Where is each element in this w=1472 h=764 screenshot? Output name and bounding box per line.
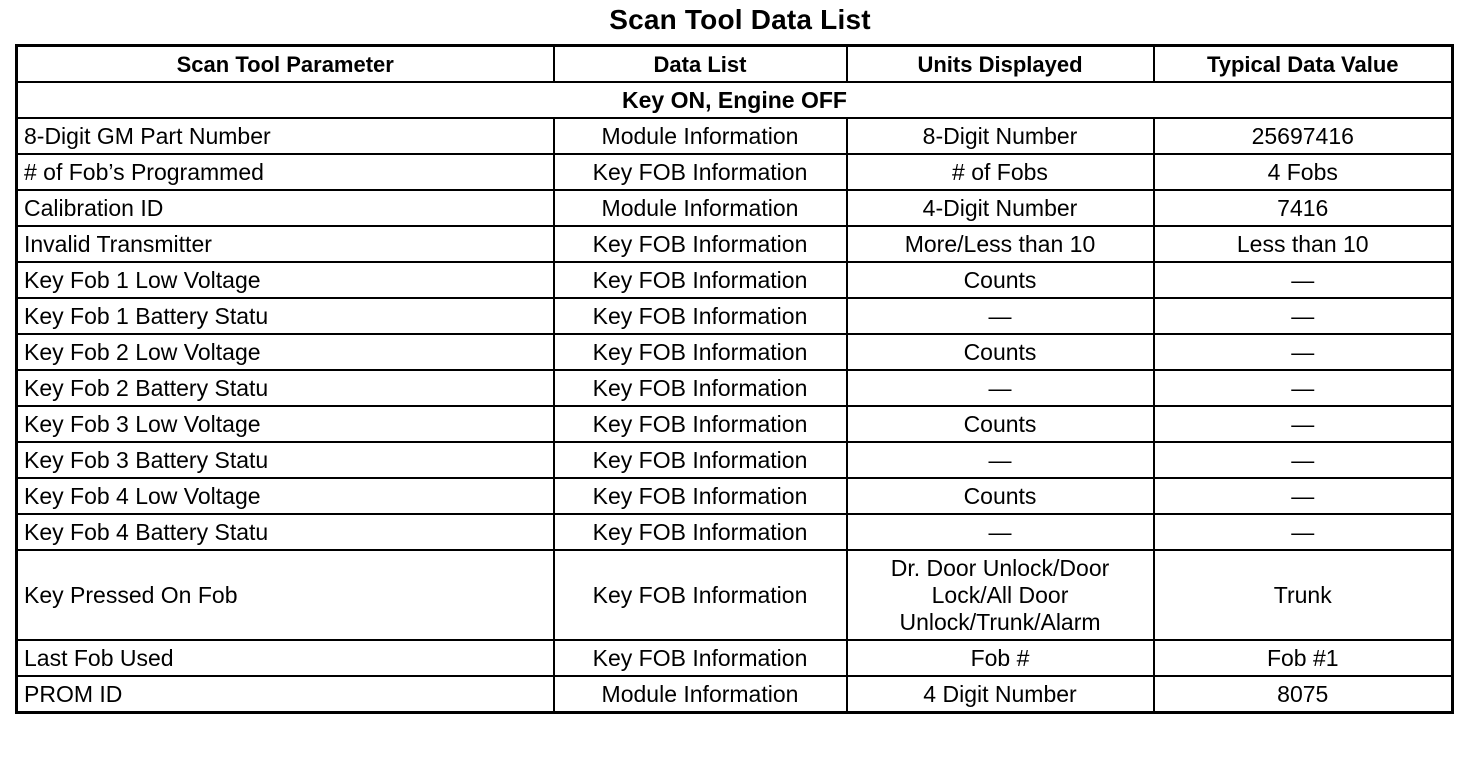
cell-data-list: Key FOB Information <box>554 442 847 478</box>
cell-units: 4-Digit Number <box>847 190 1154 226</box>
table-row <box>17 226 1453 262</box>
header-scan-tool-parameter: Scan Tool Parameter <box>17 46 554 83</box>
cell-typical-value: — <box>1154 442 1453 478</box>
cell-typical-value: — <box>1154 514 1453 550</box>
cell-units: Dr. Door Unlock/Door Lock/All Door Unlock/Trunk/Alarm <box>847 550 1154 640</box>
cell-parameter: Key Fob 1 Battery Statu <box>17 298 554 334</box>
page-title: Scan Tool Data List <box>609 4 871 35</box>
cell-data-list: Module Information <box>554 676 847 713</box>
cell-typical-value: — <box>1154 334 1453 370</box>
cell-typical-value: — <box>1154 262 1453 298</box>
table-row <box>17 334 1453 370</box>
table-row <box>17 298 1453 334</box>
cell-units: — <box>847 298 1154 334</box>
cell-data-list: Key FOB Information <box>554 226 847 262</box>
cell-parameter: Key Fob 1 Low Voltage <box>17 262 554 298</box>
cell-units: 8-Digit Number <box>847 118 1154 154</box>
section-row <box>17 82 1453 118</box>
table-header-row <box>17 46 1453 83</box>
cell-typical-value: 25697416 <box>1154 118 1453 154</box>
table-row <box>17 262 1453 298</box>
cell-data-list: Key FOB Information <box>554 640 847 676</box>
cell-typical-value: 7416 <box>1154 190 1453 226</box>
cell-typical-value: Trunk <box>1154 550 1453 640</box>
table-row <box>17 154 1453 190</box>
table-row <box>17 118 1453 154</box>
table-row <box>17 640 1453 676</box>
cell-parameter: # of Fob’s Programmed <box>17 154 554 190</box>
cell-units: More/Less than 10 <box>847 226 1154 262</box>
cell-parameter: Key Fob 3 Low Voltage <box>17 406 554 442</box>
cell-units: 4 Digit Number <box>847 676 1154 713</box>
table-row <box>17 190 1453 226</box>
cell-parameter: Key Fob 4 Low Voltage <box>17 478 554 514</box>
cell-data-list: Key FOB Information <box>554 262 847 298</box>
table-row <box>17 442 1453 478</box>
table-row <box>17 514 1453 550</box>
cell-data-list: Key FOB Information <box>554 514 847 550</box>
header-typical-data-value: Typical Data Value <box>1154 46 1453 83</box>
cell-data-list: Key FOB Information <box>554 550 847 640</box>
cell-units: Counts <box>847 334 1154 370</box>
cell-units: # of Fobs <box>847 154 1154 190</box>
table-row <box>17 550 1453 640</box>
header-data-list: Data List <box>554 46 847 83</box>
scan-tool-data-table <box>15 44 1454 714</box>
table-row <box>17 478 1453 514</box>
cell-parameter: Key Fob 3 Battery Statu <box>17 442 554 478</box>
cell-parameter: Key Fob 2 Battery Statu <box>17 370 554 406</box>
cell-typical-value: Fob #1 <box>1154 640 1453 676</box>
cell-typical-value: — <box>1154 370 1453 406</box>
table-row <box>17 676 1453 713</box>
cell-units: Fob # <box>847 640 1154 676</box>
table-row <box>17 406 1453 442</box>
section-label: Key ON, Engine OFF <box>17 82 1453 118</box>
cell-parameter: Key Fob 4 Battery Statu <box>17 514 554 550</box>
cell-units: — <box>847 442 1154 478</box>
cell-typical-value: 4 Fobs <box>1154 154 1453 190</box>
cell-data-list: Key FOB Information <box>554 406 847 442</box>
cell-data-list: Module Information <box>554 118 847 154</box>
cell-typical-value: — <box>1154 478 1453 514</box>
cell-parameter: Invalid Transmitter <box>17 226 554 262</box>
cell-data-list: Key FOB Information <box>554 334 847 370</box>
cell-parameter: PROM ID <box>17 676 554 713</box>
cell-parameter: Key Fob 2 Low Voltage <box>17 334 554 370</box>
header-units-displayed: Units Displayed <box>847 46 1154 83</box>
cell-units: Counts <box>847 478 1154 514</box>
table-row <box>17 370 1453 406</box>
cell-parameter: Calibration ID <box>17 190 554 226</box>
cell-data-list: Key FOB Information <box>554 154 847 190</box>
cell-typical-value: Less than 10 <box>1154 226 1453 262</box>
cell-parameter: Key Pressed On Fob <box>17 550 554 640</box>
cell-units: Counts <box>847 406 1154 442</box>
cell-data-list: Key FOB Information <box>554 370 847 406</box>
cell-typical-value: — <box>1154 298 1453 334</box>
cell-typical-value: 8075 <box>1154 676 1453 713</box>
cell-typical-value: — <box>1154 406 1453 442</box>
cell-units: — <box>847 370 1154 406</box>
cell-parameter: 8-Digit GM Part Number <box>17 118 554 154</box>
cell-data-list: Key FOB Information <box>554 298 847 334</box>
cell-units: — <box>847 514 1154 550</box>
cell-data-list: Module Information <box>554 190 847 226</box>
cell-data-list: Key FOB Information <box>554 478 847 514</box>
cell-parameter: Last Fob Used <box>17 640 554 676</box>
cell-units: Counts <box>847 262 1154 298</box>
